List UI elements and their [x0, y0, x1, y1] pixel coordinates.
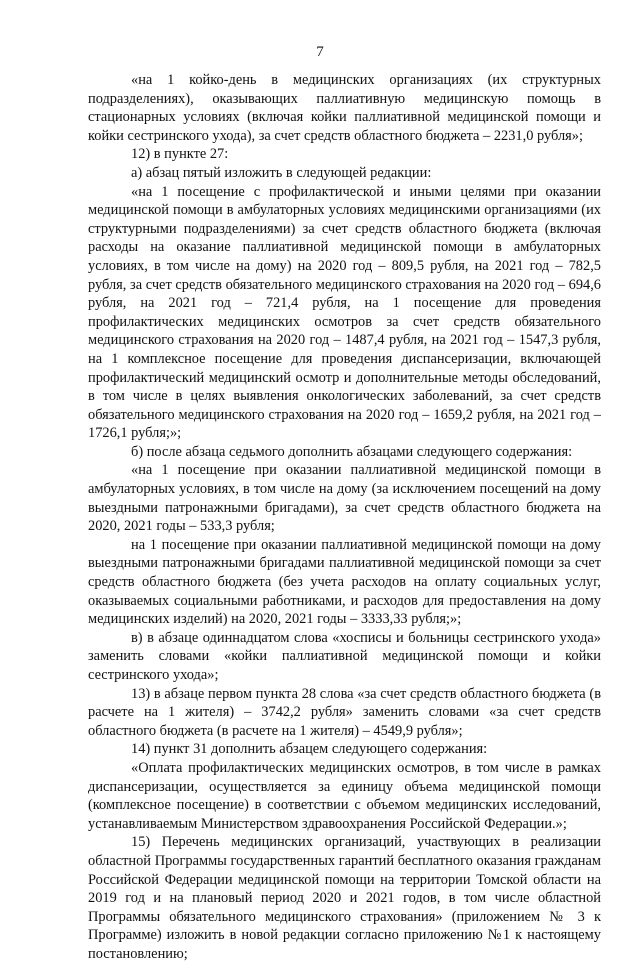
paragraph-palliative-visit: «на 1 посещение при оказании паллиативной медицинской помощи в амбулаторных условиях, в том числе на дому (за исключением посещений на дому выездными патронажными бригадами), за счет средств областного бюджета на 2020, 2021 годы – 533,3 рубля;: [88, 462, 601, 535]
paragraph-subitem-b: б) после абзаца седьмого дополнить абзацами следующего содержания:: [131, 443, 573, 460]
paragraph-home-visit-teams: на 1 посещение при оказании паллиативной медицинской помощи на дому выездными патронажными бригадами паллиативной медицинской помощи за счет средств областного бюджета (без учета расходов на оплату социальных услуг, оказываемых социальными работниками, и расходов для предоставления на дому медицинских изделий) на 2020, 2021 годы – 3333,33 рубля;»;: [88, 536, 601, 628]
paragraph-item-14: 14) пункт 31 дополнить абзацем следующего содержания:: [131, 741, 488, 758]
paragraph-item-12: 12) в пункте 27:: [131, 146, 229, 163]
page-number: 7: [316, 44, 324, 60]
paragraph-subitem-a: а) абзац пятый изложить в следующей редакции:: [131, 164, 432, 181]
paragraph-exam-payment: «Оплата профилактических медицинских осмотров, в том числе в рамках диспансеризации, осуществляется за единицу объема медицинской помощи (комплексное посещение) в соответствии с объемом медицинских исследований, устанавливаемым Министерством здравоохранения Российской Федерации.»;: [88, 759, 601, 832]
document-body: [88, 71, 601, 964]
paragraph-item-15: 15) Перечень медицинских организаций, участвующих в реализации областной Программы государственных гарантий бесплатного оказания гражданам Российской Федерации медицинской помощи на территории Томской области на 2019 год и на плановый период 2020 и 2021 годов, в том числе областной Программы обязательного медицинского страхования» (приложением № 3 к Программе) изложить в новой редакции согласно приложению №1 к настоящему постановлению;: [88, 834, 601, 962]
paragraph-item-13: 13) в абзаце первом пункта 28 слова «за счет средств областного бюджета (в расчете на 1 жителя) – 3742,2 рубля» заменить словами «за счет средств областного бюджета (в расчете на 1 жителя) – 4549,9 рубля»;: [88, 685, 601, 739]
paragraph-subitem-v: в) в абзаце одиннадцатом слова «хосписы и больницы сестринского ухода» заменить словами «койки паллиативной медицинской помощи и койки сестринского ухода»;: [88, 629, 601, 683]
paragraph-bed-day-cost: «на 1 койко-день в медицинских организациях (их структурных подразделениях), оказывающих паллиативную медицинскую помощь в стационарных условиях (включая койки паллиативной медицинской помощи и койки сестринского ухода), за счет средств областного бюджета – 2231,0 рубля»;: [88, 72, 601, 144]
paragraph-visit-costs: «на 1 посещение с профилактической и иными целями при оказании медицинской помощи в амбулаторных условиях медицинскими организациями (их структурными подразделениями) за счет средств областного бюджета (включая расходы на оказание паллиативной медицинской помощи в амбулаторных условиях, в том числе на дому) на 2020 год – 809,5 рубля, на 2021 год – 782,5 рубля, за счет средств обязательного медицинского страхования на 2020 год – 694,6 рубля, на 2021 год – 721,4 рубля, на 1 посещение для проведения профилактических медицинских осмотров за счет средств обязательного медицинского страхования на 2020 год – 1487,4 рубля, на 2021 год – 1547,3 рубля, на 1 комплексное посещение для проведения диспансеризации, включающей профилактический медицинский осмотр и дополнительные методы обследований, в том числе в целях выявления онкологических заболеваний, за счет средств обязательного медицинского страхования на 2020 год – 1659,2 рубля, на 2021 год – 1726,1 рубля;»;: [88, 183, 601, 442]
